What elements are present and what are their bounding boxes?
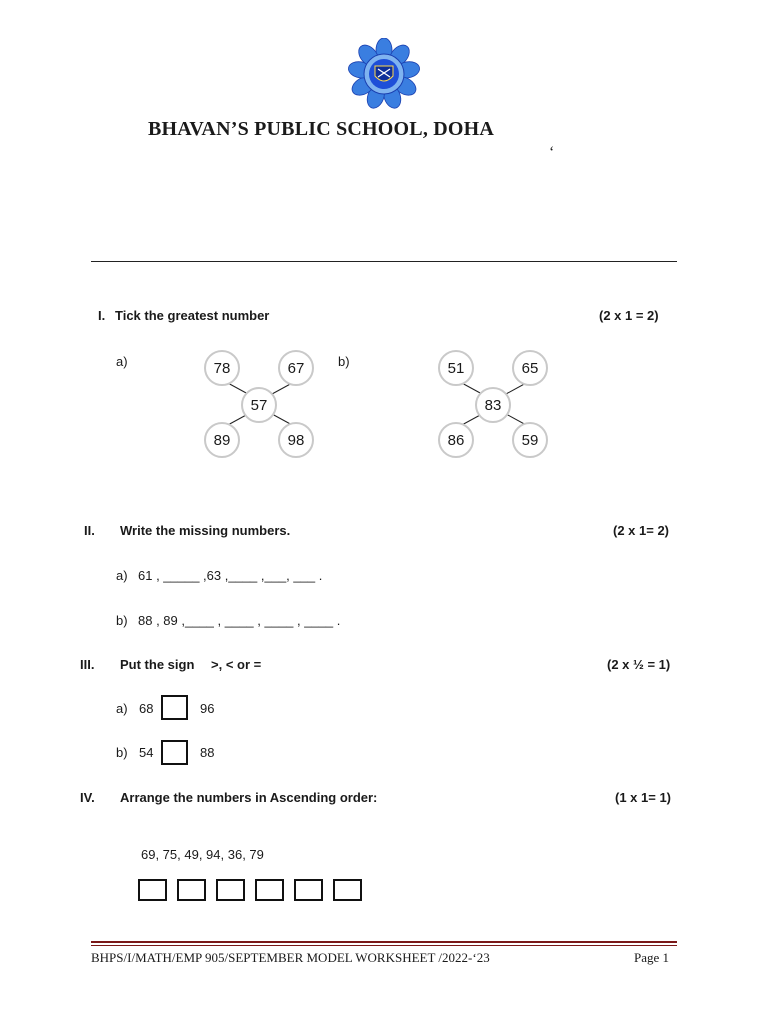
q1-a-top-left[interactable]: 78 (204, 350, 240, 386)
q3-a-left-number: 68 (139, 701, 154, 716)
q1-title: Tick the greatest number (115, 308, 270, 323)
q4-title: Arrange the numbers in Ascending order: (120, 790, 378, 805)
q4-number: IV. (80, 790, 95, 805)
school-logo-icon (343, 38, 425, 110)
q1-number: I. (98, 308, 106, 323)
header-divider (91, 261, 677, 262)
q2-a-label: a) (116, 568, 128, 583)
q4-answer-box[interactable] (138, 879, 167, 901)
q3-a-sign-box[interactable] (161, 695, 188, 720)
q1-b-top-left[interactable]: 51 (438, 350, 474, 386)
q1-a-label: a) (116, 354, 128, 369)
q3-title: Put the sign (120, 657, 195, 672)
q1-b-bottom-left[interactable]: 86 (438, 422, 474, 458)
q3-a-label: a) (116, 701, 128, 716)
q4-answer-box[interactable] (294, 879, 323, 901)
school-name: BHAVAN’S PUBLIC SCHOOL, DOHA (148, 118, 495, 140)
q4-answer-box[interactable] (333, 879, 362, 901)
q1-b-label: b) (338, 354, 350, 369)
q4-answer-box[interactable] (216, 879, 245, 901)
q4-numbers: 69, 75, 49, 94, 36, 79 (141, 847, 264, 862)
footer-code: BHPS/I/MATH/EMP 905/SEPTEMBER MODEL WORKSHEET /2022-‘23 (91, 950, 490, 965)
q2-number: II. (84, 523, 95, 538)
q4-answer-box[interactable] (177, 879, 206, 901)
school-logo (343, 38, 425, 110)
q2-b-sequence[interactable]: 88 , 89 ,____ , ____ , ____ , ____ . (138, 613, 341, 628)
q3-b-left-number: 54 (139, 745, 154, 760)
q4-answer-box[interactable] (255, 879, 284, 901)
q4-marks: (1 x 1= 1) (615, 790, 672, 805)
q1-a-bottom-left[interactable]: 89 (204, 422, 240, 458)
q1-b-center[interactable]: 83 (475, 387, 511, 423)
q1-a-center[interactable]: 57 (241, 387, 277, 423)
q1-b-top-right[interactable]: 65 (512, 350, 548, 386)
q3-a-right-number: 96 (200, 701, 215, 716)
q1-a-top-right[interactable]: 67 (278, 350, 314, 386)
q3-b-label: b) (116, 745, 128, 760)
q2-title: Write the missing numbers. (120, 523, 291, 538)
q3-b-right-number: 88 (200, 745, 215, 760)
q3-b-sign-box[interactable] (161, 740, 188, 765)
q3-number: III. (80, 657, 95, 672)
q1-a-bottom-right[interactable]: 98 (278, 422, 314, 458)
footer-rule-thick (91, 941, 677, 943)
q1-b-bottom-right[interactable]: 59 (512, 422, 548, 458)
q3-signs: >, < or = (211, 657, 262, 672)
q3-marks: (2 x ½ = 1) (607, 657, 671, 672)
q2-marks: (2 x 1= 2) (613, 523, 670, 538)
q2-a-sequence[interactable]: 61 , _____ ,63 ,____ ,___, ___ . (138, 568, 323, 583)
q1-marks: (2 x 1 = 2) (599, 308, 659, 323)
page-number: Page 1 (634, 950, 670, 965)
stray-mark: ‘ (549, 144, 555, 161)
q2-b-label: b) (116, 613, 128, 628)
footer-rule-thin (91, 945, 677, 946)
